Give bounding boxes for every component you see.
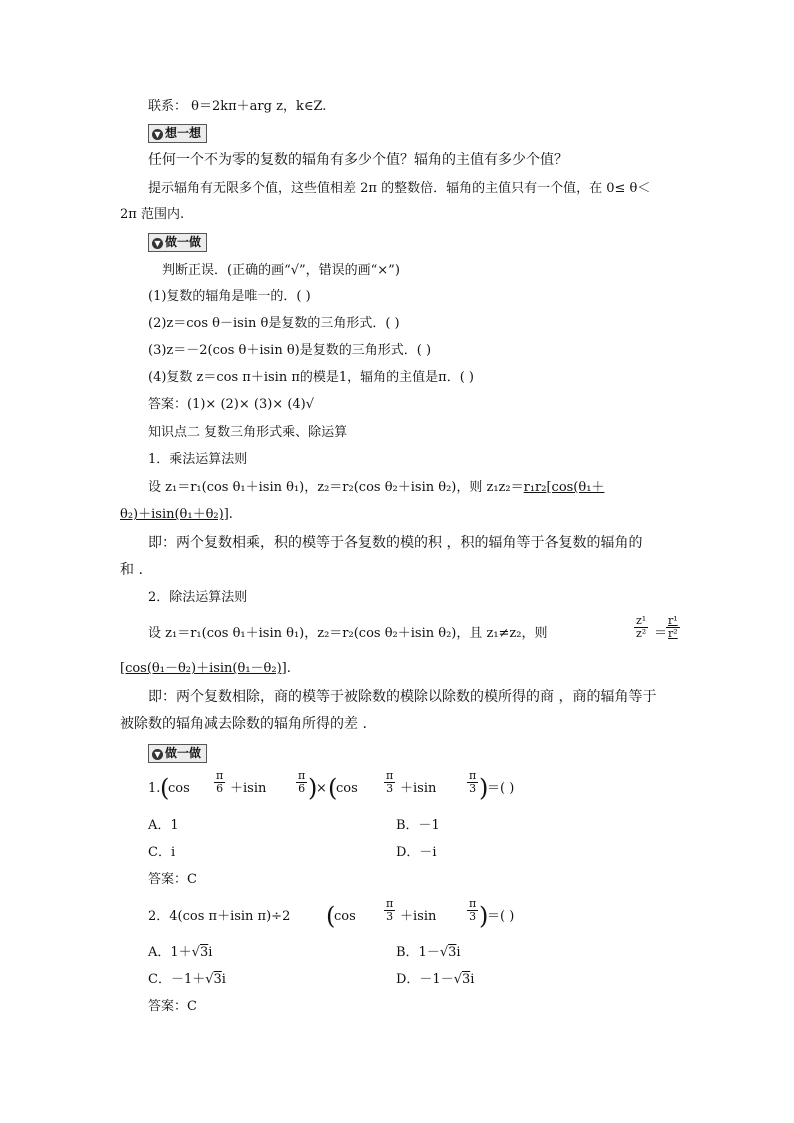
try1-intro: 判断正误．(正确的画“√”，错误的画“×”) — [162, 263, 400, 278]
section2-title: 知识点二 复数三角形式乘、除运算 — [148, 425, 348, 440]
mul-formula-line2 — [120, 506, 233, 524]
think-question: 任何一个不为零的复数的辐角有多少个值？辐角的主值有多少个值？ — [148, 152, 568, 168]
div-frac-right-num: r¹ — [668, 614, 678, 627]
q2-isin: ＋isin — [400, 909, 437, 924]
div-formula-b: [cos(θ₁－θ₂)＋isin(θ₁－θ₂)] — [120, 661, 287, 676]
try-badge-label: 做一做 — [165, 235, 202, 249]
q2-answer: 答案：C — [148, 999, 197, 1014]
mul-formula-d: . — [228, 507, 233, 522]
try1-answer: 答案：(1)× (2)× (3)× (4)√ — [148, 397, 315, 412]
think-badge-label: 想一想 — [165, 126, 202, 140]
q1-num: 1. — [148, 781, 161, 796]
div-frac-left-num: z¹ — [636, 614, 647, 627]
q2-tail: ＝( ) — [487, 909, 515, 924]
try-badge — [148, 233, 207, 252]
div-formula-line1: 设 z₁＝r₁(cos θ₁＋isin θ₁)，z₂＝r₂(cos θ₂＋isin θ₂)，且 z₁≠z₂，则 — [148, 626, 548, 641]
q2-option-a: A．1＋√3i — [148, 945, 213, 960]
relation-line — [148, 98, 326, 116]
div-frac-left-den: z² — [636, 627, 647, 640]
q2-cos: cos — [334, 909, 356, 924]
chevron-down-icon: ▼ — [152, 238, 163, 249]
q1-option-a: A．1 — [148, 818, 179, 833]
div-heading: 2．除法运算法则 — [148, 590, 248, 605]
sqrt-radicand: 3 — [462, 972, 471, 987]
think-hint-line2: 2π 范围内. — [120, 207, 185, 222]
q1-option-c: C．i — [148, 845, 176, 860]
try2-badge-label: 做一做 — [165, 746, 202, 760]
div-frac-right — [666, 615, 680, 640]
mul-formula-line1 — [148, 479, 604, 497]
relation-formula: θ＝2kπ＋arg z，k∈Z. — [191, 99, 327, 114]
q1-frac-3: $\frac{\pi}{3}$ — [386, 769, 394, 795]
mul-formula-b: r₁r₂[cos(θ₁＋ — [523, 480, 605, 495]
try1-item-4: (4)复数 z＝cos π＋isin π的模是1，辐角的主值是π．( ) — [148, 370, 474, 385]
try1-item-1: (1)复数的辐角是唯一的．( ) — [148, 289, 311, 304]
q1-isin-2: ＋isin — [400, 781, 437, 796]
think-badge — [148, 124, 207, 143]
q1-frac-1: $\frac{\pi}{6}$ — [216, 769, 224, 795]
mul-explain-line1: 即：两个复数相乘，积的模等于各复数的模的积 ，积的辐角等于各复数的辐角的 — [148, 535, 643, 551]
q2-option-d: D．－1－√3i — [396, 972, 475, 987]
try-badge-2 — [148, 744, 207, 763]
div-explain-line1: 即：两个复数相除，商的模等于被除数的模除以除数的模所得的商 ，商的辐角等于 — [148, 689, 657, 705]
div-frac-right-den: r² — [668, 627, 678, 640]
q1-isin: ＋isin — [230, 781, 267, 796]
q1-times: × — [316, 781, 327, 796]
q1-frac-2: $\frac{\pi}{6}$ — [298, 769, 306, 795]
chevron-down-icon: ▼ — [152, 129, 163, 140]
q1-cos-2: cos — [336, 781, 358, 796]
sqrt-radicand: 3 — [448, 945, 457, 960]
mul-heading: 1．乘法运算法则 — [148, 452, 248, 467]
q2-frac-2: $\frac{\pi}{3}$ — [469, 897, 477, 923]
div-formula-c: . — [286, 661, 291, 676]
q1-option-b: B．－1 — [396, 818, 440, 833]
chevron-down-icon: ▼ — [152, 749, 163, 760]
q2-frac-1: $\frac{\pi}{3}$ — [386, 897, 394, 923]
div-frac-left — [634, 615, 648, 640]
sqrt-radicand: 3 — [199, 945, 209, 960]
relation-label: 联系： — [148, 99, 188, 114]
sqrt-radicand: 3 — [213, 972, 222, 987]
div-formula-line2 — [120, 660, 291, 678]
q1-option-d: D．－i — [396, 845, 437, 860]
q1-frac-4: $\frac{\pi}{3}$ — [469, 769, 477, 795]
mul-explain-line2: 和 . — [120, 562, 143, 578]
q1-cos: cos — [168, 781, 190, 796]
mul-formula-a: 设 z₁＝r₁(cos θ₁＋isin θ₁)，z₂＝r₂(cos θ₂＋isin θ₂)，则 z₁z₂＝ — [148, 480, 524, 495]
q1-tail: ＝( ) — [487, 781, 515, 796]
div-explain-line2: 被除数的辐角减去除数的辐角所得的差 . — [120, 716, 367, 732]
try1-item-2: (2)z＝cos θ－isin θ是复数的三角形式．( ) — [148, 316, 400, 331]
div-equals: ＝ — [654, 626, 668, 641]
q2-lead: 2．4(cos π＋isin π)÷2 — [148, 909, 291, 924]
q2-option-c: C．－1＋√3i — [148, 972, 226, 987]
q2-option-b: B．1－√3i — [396, 945, 461, 960]
try1-item-3: (3)z＝－2(cos θ＋isin θ)是复数的三角形式．( ) — [148, 343, 432, 358]
think-hint-line1: 提示辐角有无限多个值，这些值相差 2π 的整数倍．辐角的主值只有一个值，在 0≤ θ＜ — [148, 181, 651, 196]
q1-answer: 答案：C — [148, 872, 197, 887]
mul-formula-c: θ₂)＋isin(θ₁＋θ₂)] — [120, 507, 229, 522]
